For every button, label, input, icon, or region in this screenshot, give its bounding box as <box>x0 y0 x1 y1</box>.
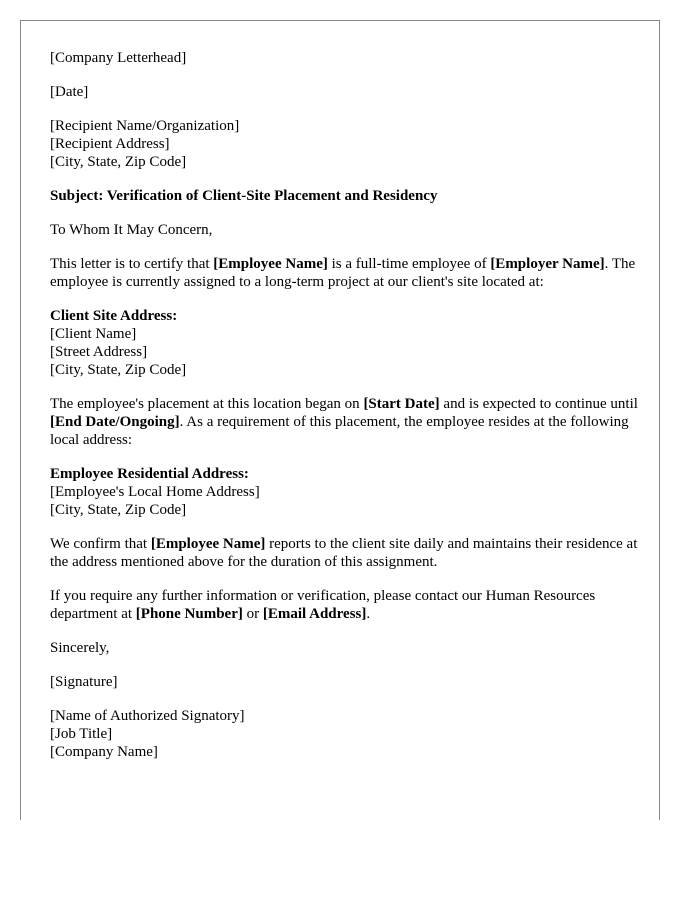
signatory-company: [Company Name] <box>50 744 158 760</box>
recipient-name: [Recipient Name/Organization] <box>50 118 240 134</box>
employer-name-placeholder: [Employer Name] <box>490 256 605 272</box>
placement-text-3: . As a requirement of this placement, the employee resides at the following local address: <box>50 414 629 448</box>
recipient-address: [Recipient Address] <box>50 136 170 152</box>
placement-text-2: and is expected to continue until <box>439 396 638 412</box>
placement-paragraph <box>50 395 640 449</box>
closing-text: Sincerely, <box>50 640 110 656</box>
letter-page <box>20 20 660 820</box>
intro-text-3: . The employee is currently assigned to a long-term project at our client's site located at: <box>50 256 636 290</box>
residence-heading: Employee Residential Address: <box>50 466 249 482</box>
letter-date <box>50 83 640 101</box>
recipient-city: [City, State, Zip Code] <box>50 154 187 170</box>
signatory-name: [Name of Authorized Signatory] <box>50 708 245 724</box>
confirmation-text-1: We confirm that <box>50 536 151 552</box>
client-site-heading: Client Site Address: <box>50 308 178 324</box>
confirmation-text-2: reports to the client site daily and maintains their residence at the address mentioned above for the duration of this assignment. <box>50 536 638 570</box>
intro-text-1: This letter is to certify that <box>50 256 214 272</box>
date-text: [Date] <box>50 84 89 100</box>
subject-line <box>50 187 640 205</box>
start-date-placeholder: [Start Date] <box>363 396 440 412</box>
intro-text-2: is a full-time employee of <box>327 256 491 272</box>
confirmation-paragraph <box>50 535 640 571</box>
signatory-block <box>50 707 640 761</box>
contact-text-2: or <box>242 606 263 622</box>
email-placeholder: [Email Address] <box>262 606 367 622</box>
client-site-block <box>50 307 640 379</box>
phone-placeholder: [Phone Number] <box>135 606 243 622</box>
client-street: [Street Address] <box>50 344 148 360</box>
residence-address: [Employee's Local Home Address] <box>50 484 260 500</box>
company-letterhead <box>50 49 640 67</box>
letter-body <box>50 49 640 777</box>
contact-text-3: . <box>366 606 371 622</box>
recipient-block <box>50 117 640 171</box>
subject-text: Subject: Verification of Client-Site Placement and Residency <box>50 188 438 204</box>
client-city: [City, State, Zip Code] <box>50 362 187 378</box>
salutation <box>50 221 640 239</box>
placement-text-1: The employee's placement at this location began on <box>50 396 364 412</box>
employee-name-placeholder: [Employee Name] <box>213 256 328 272</box>
employee-name-placeholder-2: [Employee Name] <box>150 536 266 552</box>
contact-paragraph <box>50 587 640 623</box>
residence-city: [City, State, Zip Code] <box>50 502 187 518</box>
salutation-text: To Whom It May Concern, <box>50 222 213 238</box>
signature-line <box>50 673 640 691</box>
end-date-placeholder: [End Date/Ongoing] <box>50 414 180 430</box>
signature-text: [Signature] <box>50 674 118 690</box>
intro-paragraph <box>50 255 640 291</box>
letterhead-text: [Company Letterhead] <box>50 50 187 66</box>
residence-block <box>50 465 640 519</box>
closing <box>50 639 640 657</box>
signatory-title: [Job Title] <box>50 726 113 742</box>
contact-text-1: If you require any further information or verification, please contact our Human Resources department at <box>50 588 596 622</box>
client-name: [Client Name] <box>50 326 137 342</box>
